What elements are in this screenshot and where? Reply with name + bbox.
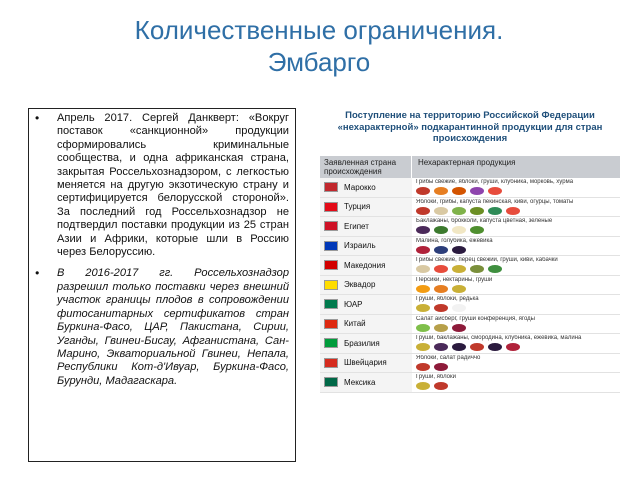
country-cell: [320, 276, 412, 295]
produce-icon: [470, 343, 484, 351]
text-box: [28, 108, 296, 462]
country-name: Эквадор: [344, 280, 376, 290]
produce-icon: [416, 187, 430, 195]
produce-images: [416, 207, 616, 215]
produce-icon: [470, 265, 484, 273]
country-name: Бразилия: [344, 338, 380, 348]
country-name: Марокко: [344, 182, 376, 192]
produce-images: [416, 343, 616, 351]
flag-icon: [324, 260, 338, 270]
produce-icon: [452, 265, 466, 273]
produce-images: [416, 304, 616, 312]
produce-icon: [452, 324, 466, 332]
produce-icon: [434, 324, 448, 332]
table-body: [320, 178, 620, 393]
table-row: [320, 198, 620, 218]
table-row: [320, 217, 620, 237]
product-cell: [412, 354, 620, 373]
produce-icon: [416, 226, 430, 234]
table-row: [320, 373, 620, 393]
produce-icon: [434, 265, 448, 273]
product-list: Грибы свежие, перец свежий, груши, киви, кабачки: [416, 257, 558, 263]
produce-images: [416, 382, 616, 390]
product-list: Малина, голубика, ежевика: [416, 237, 493, 244]
table-header: [320, 156, 620, 178]
produce-icon: [488, 343, 502, 351]
title-line-2: Эмбарго: [267, 47, 371, 77]
product-cell: [412, 315, 620, 334]
produce-icon: [452, 226, 466, 234]
product-list: Яблоки, грибы, капуста пекинская, киви, огурцы, томаты: [416, 198, 574, 205]
product-list: Персики, нектарины, груши: [416, 276, 493, 283]
country-cell: [320, 178, 412, 197]
country-cell: [320, 217, 412, 236]
produce-icon: [452, 343, 466, 351]
country-name: ЮАР: [344, 299, 363, 309]
flag-icon: [324, 299, 338, 309]
flag-icon: [324, 280, 338, 290]
product-list: Груши, яблоки, редька: [416, 296, 479, 302]
country-cell: [320, 256, 412, 275]
produce-icon: [416, 246, 430, 254]
country-name: Швейцария: [344, 358, 387, 368]
country-name: Египет: [344, 221, 369, 231]
produce-icon: [488, 187, 502, 195]
title-line-1: Количественные ограничения.: [134, 15, 504, 45]
product-list: Баклажаны, брокколи, капуста цветная, зеленые: [416, 218, 553, 224]
produce-icon: [416, 324, 430, 332]
flag-icon: [324, 319, 338, 329]
header-product: Нехарактерная продукция: [418, 158, 516, 167]
flag-icon: [324, 202, 338, 212]
product-cell: [412, 237, 620, 256]
produce-icon: [434, 207, 448, 215]
country-cell: [320, 315, 412, 334]
header-country: Заявленная страна происхождения: [320, 156, 412, 178]
flag-icon: [324, 338, 338, 348]
country-cell: [320, 354, 412, 373]
produce-icon: [506, 343, 520, 351]
product-list: Грибы свежие, яблоки, груши, клубника, морковь, хурма: [416, 179, 574, 185]
table-row: [320, 295, 620, 315]
bullet-list: [29, 109, 295, 388]
produce-icon: [416, 265, 430, 273]
country-name: Турция: [344, 202, 371, 212]
table-row: [320, 334, 620, 354]
produce-icon: [452, 285, 466, 293]
country-cell: [320, 334, 412, 353]
produce-images: [416, 246, 616, 254]
product-list: Салат айсберг, груши конференция, ягоды: [416, 315, 535, 322]
flag-icon: [324, 182, 338, 192]
produce-images: [416, 265, 616, 273]
produce-icon: [434, 187, 448, 195]
produce-icon: [470, 226, 484, 234]
country-cell: [320, 373, 412, 392]
produce-images: [416, 363, 616, 371]
infographic: [320, 106, 620, 424]
country-cell: [320, 237, 412, 256]
table-row: [320, 354, 620, 374]
produce-icon: [434, 343, 448, 351]
produce-icon: [470, 187, 484, 195]
product-cell: [412, 198, 620, 217]
bullet-item: • В 2016-2017 гг. Россельхознадзор разрешил только поставки через внешний участок границы плодов в сопровождении фитосанитарных сертификатов стран Буркина-Фасо, ЦАР, Пакистана, Сирии, Уганды, Гвинеи-Бисау, Афганистана, Сан-Марино, Экваториальной Гвинеи, Непала, Республики Кот-д'Ивуар, Буркина-Фасо, Бурунди, Мадагаскара.: [35, 267, 289, 388]
product-cell: [412, 178, 620, 197]
produce-images: [416, 187, 616, 195]
produce-icon: [470, 207, 484, 215]
produce-icon: [452, 246, 466, 254]
table-row: [320, 276, 620, 296]
produce-icon: [506, 207, 520, 215]
product-list: Яблоки, салат радиччо: [416, 354, 481, 361]
produce-icon: [416, 343, 430, 351]
product-list: Груши, баклажаны, смородина, клубника, ежевика, малина: [416, 335, 582, 341]
country-name: Израиль: [344, 241, 376, 251]
produce-icon: [434, 382, 448, 390]
infographic-title: Поступление на территорию Российской Федерации «нехарактерной» подкарантинной продукции для стран происхождения: [337, 110, 603, 144]
product-cell: [412, 256, 620, 275]
produce-images: [416, 226, 616, 234]
produce-icon: [434, 246, 448, 254]
country-cell: [320, 198, 412, 217]
produce-icon: [416, 304, 430, 312]
product-cell: [412, 334, 620, 353]
produce-icon: [416, 382, 430, 390]
flag-icon: [324, 221, 338, 231]
table-row: [320, 178, 620, 198]
produce-icon: [488, 265, 502, 273]
flag-icon: [324, 377, 338, 387]
country-cell: [320, 295, 412, 314]
produce-icon: [416, 285, 430, 293]
product-cell: [412, 373, 620, 392]
produce-icon: [452, 187, 466, 195]
table-row: [320, 315, 620, 335]
produce-icon: [452, 304, 466, 312]
product-cell: [412, 217, 620, 236]
slide-title: [0, 14, 638, 78]
product-cell: [412, 295, 620, 314]
product-list: Груши, яблоки: [416, 374, 456, 380]
produce-icon: [416, 363, 430, 371]
infographic-table: [320, 156, 620, 393]
produce-images: [416, 324, 616, 332]
produce-icon: [434, 304, 448, 312]
table-row: [320, 237, 620, 257]
country-name: Китай: [344, 319, 366, 329]
produce-icon: [452, 207, 466, 215]
country-name: Македония: [344, 260, 386, 270]
produce-icon: [434, 226, 448, 234]
produce-icon: [416, 207, 430, 215]
flag-icon: [324, 241, 338, 251]
bullet-item: • Апрель 2017. Сергей Данкверт: «Вокруг поставок «санкционной» продукции сформировались криминальные сообщества, и одна африканская страна, закрытая Россельхознадзором, с легкостью меняется на другую экзотическую страну и сертифицируется белорусской стороной». За последний год Россельхознадзор не подтвердил поставки продукции из 25 стран Азии и Африки, которые шли в Россию через Белоруссию.: [35, 112, 289, 259]
flag-icon: [324, 358, 338, 368]
product-cell: [412, 276, 620, 295]
produce-images: [416, 285, 616, 293]
country-name: Мексика: [344, 377, 376, 387]
produce-icon: [434, 285, 448, 293]
table-row: [320, 256, 620, 276]
produce-icon: [488, 207, 502, 215]
produce-icon: [434, 363, 448, 371]
